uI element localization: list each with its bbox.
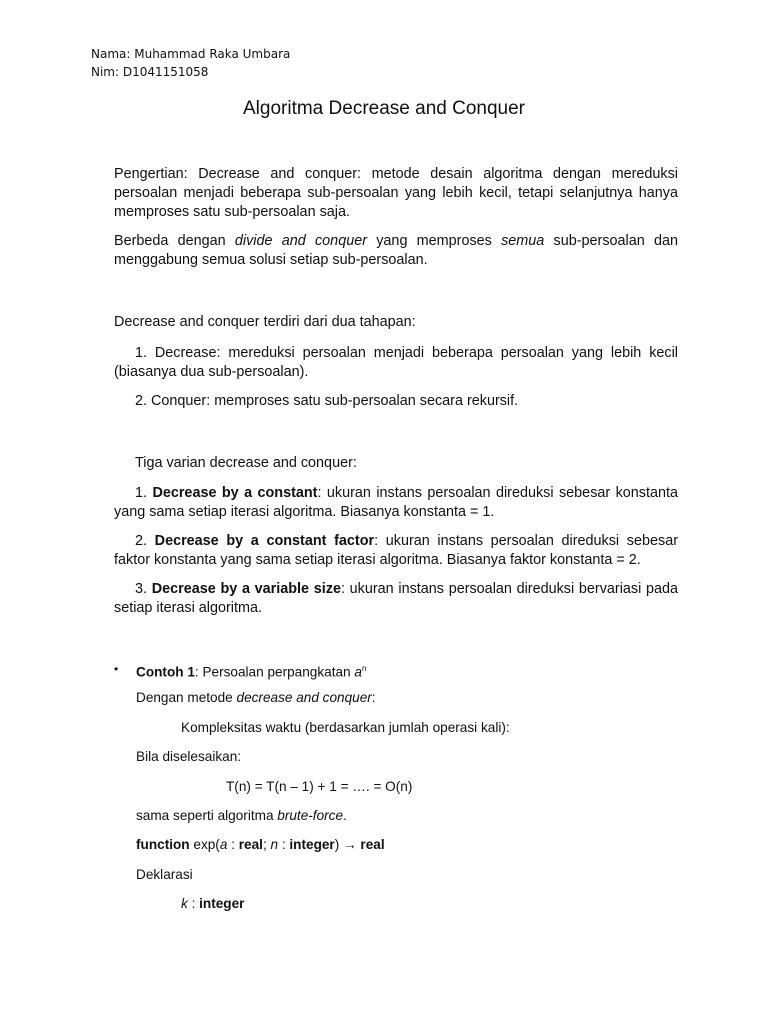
contoh-metode: Dengan metode decrease and conquer:	[136, 690, 376, 705]
function-signature: function exp(a : real; n : integer) → real	[136, 837, 385, 852]
tahapan-intro: Decrease and conquer terdiri dari dua tahapan:	[114, 314, 416, 330]
varian-item-1: 1. Decrease by a constant: ukuran instans persoalan direduksi sebesar konstanta yang sama setiap iterasi algoritma. Biasanya konstanta = 1.	[114, 485, 679, 520]
contoh-kompleksitas: Kompleksitas waktu (berdasarkan jumlah operasi kali):	[181, 720, 510, 735]
berbeda-paragraph: Berbeda dengan divide and conquer yang memproses semua sub-persoalan dan menggabung semua solusi setiap sub-persoalan.	[114, 233, 678, 268]
pengertian-paragraph: Pengertian: Decrease and conquer: metode desain algoritma dengan mereduksi persoalan menjadi beberapa sub-persoalan yang lebih kecil, tetapi selanjutnya hanya memproses satu sub-persoalan saja.	[114, 166, 678, 220]
contoh-bila: Bila diselesaikan:	[136, 749, 242, 764]
varian-intro: Tiga varian decrease and conquer:	[135, 455, 357, 471]
contoh-formula: T(n) = T(n – 1) + 1 = …. = O(n)	[226, 779, 413, 794]
page-title: Algoritma Decrease and Conquer	[243, 98, 525, 119]
varian-item-3: 3. Decrease by a variable size: ukuran instans persoalan direduksi bervariasi pada setiap iterasi algoritma.	[114, 581, 679, 616]
deklarasi-label: Deklarasi	[136, 867, 193, 882]
tahapan-step-2: 2. Conquer: memproses satu sub-persoalan secara rekursif.	[135, 393, 519, 409]
contoh-sama: sama seperti algoritma brute-force.	[136, 808, 347, 823]
student-name: Nama: Muhammad Raka Umbara	[91, 47, 291, 61]
bullet-icon: •	[114, 662, 119, 676]
tahapan-step-1: 1. Decrease: mereduksi persoalan menjadi beberapa persoalan yang lebih kecil (biasanya dua sub-persoalan).	[114, 345, 678, 380]
contoh-heading: Contoh 1: Persoalan perpangkatan $a^n$	[136, 664, 367, 680]
varian-item-2: 2. Decrease by a constant factor: ukuran instans persoalan direduksi sebesar faktor konstanta yang sama setiap iterasi algoritma. Biasanya faktor konstanta = 2.	[114, 533, 678, 568]
declaration-k: k : integer	[181, 896, 245, 911]
student-nim: Nim: D1041151058	[91, 65, 209, 79]
